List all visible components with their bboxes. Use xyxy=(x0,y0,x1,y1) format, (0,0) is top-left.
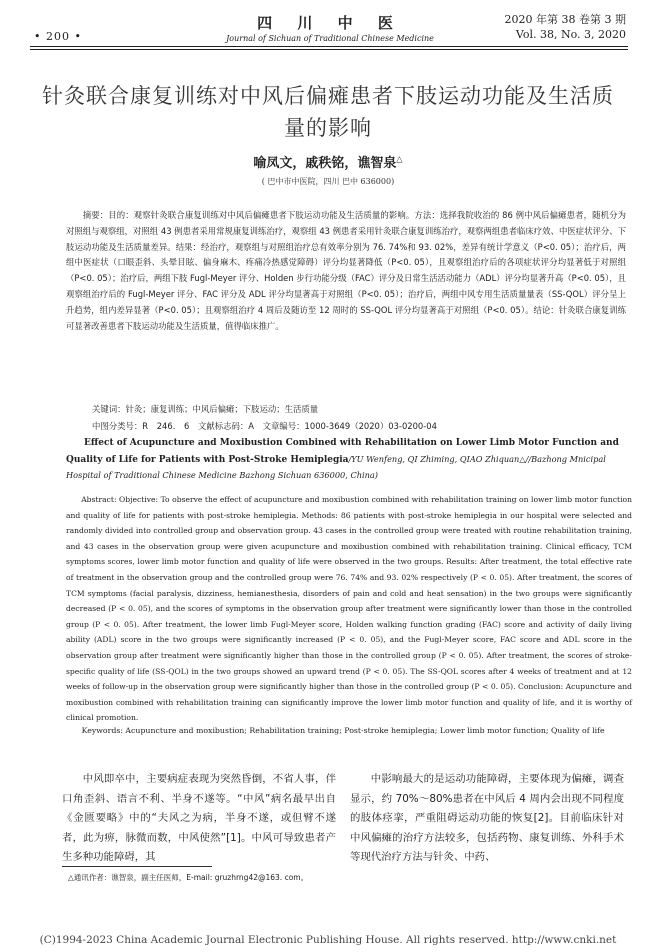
english-title: Effect of Acupuncture and Moxibustion Combined with Rehabilitation on Lower Limb Motor Function and Quality of Life for Patients with Post-Stroke Hemiplegia xyxy=(66,438,619,465)
header-rule-thin xyxy=(30,49,628,50)
body-column-left: 中风即卒中，主要病症表现为突然昏倒，不省人事，伴口角歪斜、语言不利、半身不遂等。“中风”病名最早出自《金匮要略》中的“夫风之为病，半身不遂，或但臂不遂者，此为痹，脉微而数，中风使然”[1]。中风可导致患者产生多种功能障碍，其 xyxy=(62,773,336,863)
issue-en: Vol. 38, No. 3, 2020 xyxy=(515,28,626,41)
chinese-abstract: 摘要：目的：观察针灸联合康复训练对中风后偏瘫患者下肢运动功能及生活质量的影响。方法：选择我院收治的 86 例中风后偏瘫患者，随机分为对照组与观察组，对照组 43 例患者采用常规康复训练治疗，观察组 43 例患者采用针灸联合康复训练治疗，观察两组患者临床疗效、中医症状评分、下肢运动功能及生活质量差异。结果：经治疗，观察组与对照组治疗总有效率分别为 76. 74%和 93. 02%，差异有统计学意义（P<0. 05）；治疗后，两组中医症状（口眼歪斜、头晕目眩、偏身麻木、疼痛冷热感觉障碍）评分均显著降低（P<0. 05），且观察组治疗后的各项症状评分均显著低于对照组（P<0. 05）；治疗后，两组下肢 Fugl-Meyer 评分、Holden 步行功能分级（FAC）评分及日常生活活动能力（ADL）评分均显著升高（P<0. 05），且观察组治疗后的 Fugl-Meyer 评分、FAC 评分及 ADL 评分均显著高于对照组（P<0. 05）；治疗后，两组中风专用生活质量量表（SS-QOL）评分呈上升趋势，组内差异显著（P<0. 05）；且观察组治疗 4 周后及随访至 12 周时的 SS-QOL 评分均显著高于对照组（P<0. 05）。结论：针灸联合康复训练可显著改善患者下肢运动功能及生活质量，值得临床推广。 xyxy=(66,210,626,331)
issue-info xyxy=(505,12,626,42)
classification-info: 中图分类号：R 246. 6 文献标志码：A 文章编号：1000-3649（2020）03-0200-04 xyxy=(92,421,437,431)
authors: 喻凤文，戚秩铭，谯智泉 xyxy=(253,156,397,171)
journal-name-cn: 四 川 中 医 xyxy=(257,14,403,32)
journal-header xyxy=(210,12,450,43)
copyright-notice: (C)1994-2023 China Academic Journal Electronic Publishing House. All rights reserved. http://www.cnki.net xyxy=(39,934,617,946)
english-authors-affiliation: /YU Wenfeng, QI Zhiming, QIAO Zhiquan△//Bazhong Mnicipal Hospital of Traditional Chinese Medicine Bazhong Sichuan 636000, China) xyxy=(66,453,606,480)
english-abstract: Abstract: Objective: To observe the effect of acupuncture and moxibustion combined with rehabilitation training on lower limb motor function and quality of life for patients with post-stroke hemiplegia. Methods: 86 patients with post-stroke hemiplegia in our hospital were selected and randomly divided into controlled group and observation group. 43 cases in the controlled group were treated with routine rehabilitation training, and 43 cases in the observation group were given acupuncture and moxibustion combined with rehabilitation training. Clinical efficacy, TCM symptoms scores, lower limb motor function and quality of life were observed in the two groups. Results: After treatment, the total effective rate of treatment in the observation group and the controlled group were 76. 74% and 93. 02% respectively (P < 0. 05). After treatment, the scores of TCM symptoms (facial paralysis, dizziness, hemianesthesia, disorders of pain and cold and heat sensation) in the two groups were significantly decreased (P < 0. 05), and the scores of symptoms in the observation group after treatment were significantly lower than those in the controlled group (P < 0. 05). After treatment, the lower limb Fugl-Meyer score, Holden walking function grading (FAC) score and activity of daily living ability (ADL) score in the two groups were significantly increased (P < 0. 05), and the Fugl-Meyer score, FAC score and ADL score in the observation group after treatment were significantly higher than those in the controlled group (P < 0. 05). After treatment, the scores of stroke-specific quality of life (SS-QOL) in the two groups showed an upward trend (P < 0. 05). The SS-QOL scores after 4 weeks of treatment and at 12 weeks of follow-up in the observation group were significantly higher than those in the controlled group (P < 0. 05). Conclusion: Acupuncture and moxibustion combined with rehabilitation training can significantly improve the lower limb motor function and quality of life, and it is worthy of clinical promotion. xyxy=(66,495,632,723)
footnote: △通讯作者：谯智泉，副主任医师，E-mail: gruzhrng42@163. com。 xyxy=(68,873,309,882)
footnote-rule xyxy=(62,866,212,867)
english-title-block xyxy=(66,436,632,485)
corresponding-author-mark: △ xyxy=(396,154,403,164)
issue-cn: 2020 年第 38 卷第 3 期 xyxy=(504,13,626,26)
journal-name-en: Journal of Sichuan of Traditional Chinese Medicine xyxy=(226,34,434,43)
header-rule-thick xyxy=(30,46,628,47)
author-line xyxy=(0,152,656,171)
affiliation: ( 巴中市中医院，四川 巴中 636000) xyxy=(261,177,395,186)
english-keywords: Keywords: Acupuncture and moxibustion; Rehabilitation training; Post-stroke hemiplegia; Lower limb motor function; Quality of life xyxy=(81,726,605,735)
body-column-right: 中影响最大的是运动功能障碍，主要体现为偏瘫，调查显示，约 70%～80%患者在中风后 4 周内会出现不同程度的肢体痉挛，严重阻碍运动功能的恢复[2]。目前临床针对中风偏瘫的治疗方法较多，包括药物、康复训练、外科手术等现代治疗方法与针灸、中药、 xyxy=(350,773,624,863)
page-number: • 200 • xyxy=(34,30,82,43)
article-title: 针灸联合康复训练对中风后偏瘫患者下肢运动功能及生活质量的影响 xyxy=(42,84,614,140)
chinese-keywords: 关键词：针灸；康复训练；中风后偏瘫；下肢运动；生活质量 xyxy=(92,404,319,414)
